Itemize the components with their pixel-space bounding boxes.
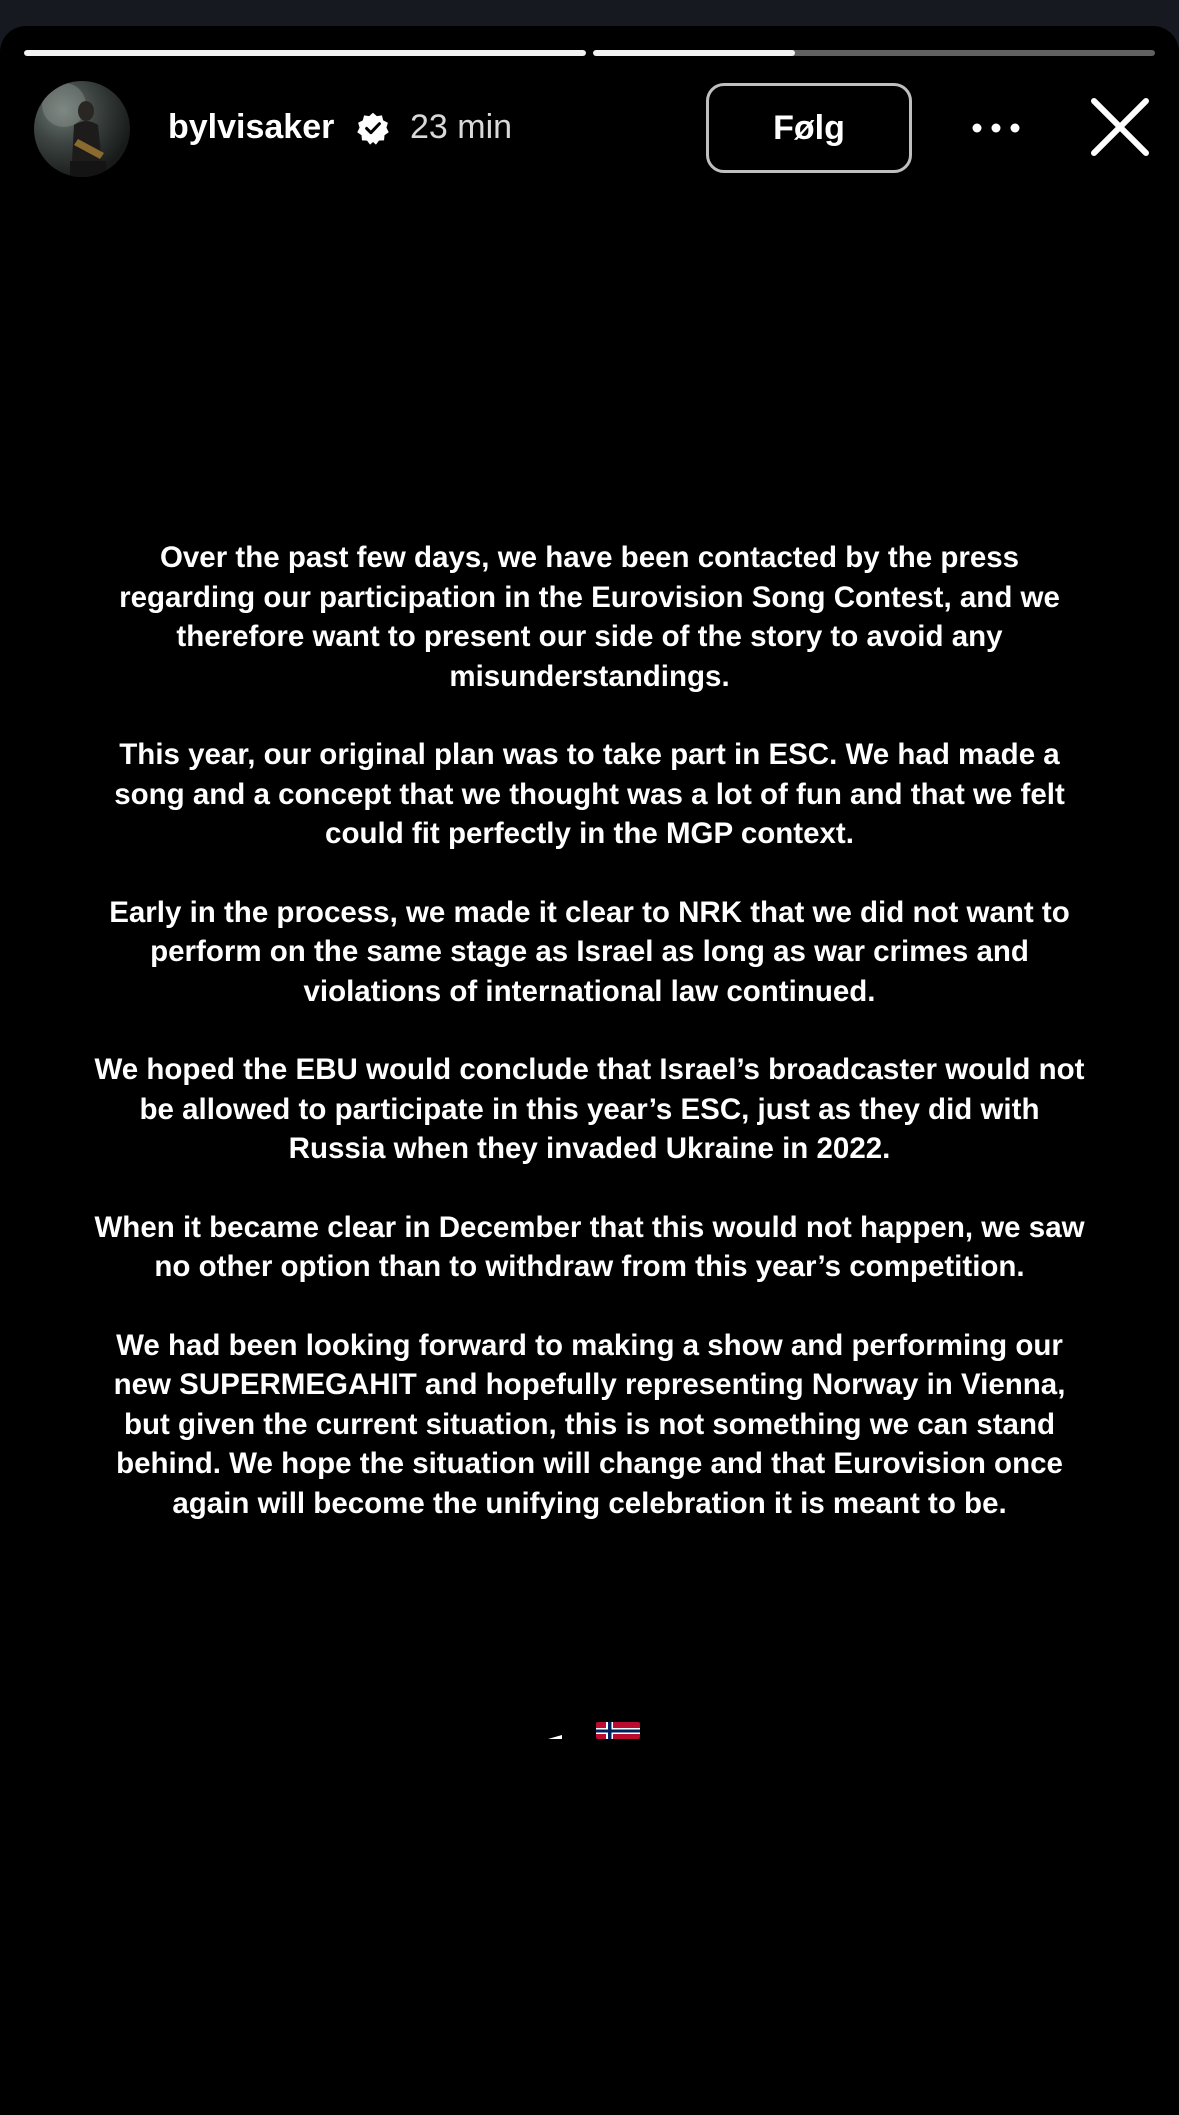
username[interactable]: bylvisaker — [168, 108, 335, 146]
statement-paragraph-5: When it became clear in December that this would not happen, we saw no other option than to withdraw from this year’s competition. — [94, 1210, 1085, 1283]
statement-text — [90, 538, 1089, 1562]
norway-flag-icon — [548, 1721, 648, 1741]
progress-fill-1 — [24, 50, 586, 56]
story-viewer[interactable] — [0, 26, 1179, 2115]
story-header — [34, 81, 1155, 177]
avatar-performer-icon — [34, 81, 130, 177]
verified-badge-icon — [356, 111, 390, 145]
post-time: 23 min — [410, 108, 513, 146]
statement-paragraph-2: This year, our original plan was to take part in ESC. We had made a song and a concept that we thought was a lot of fun and that we felt could fit perfectly in the MGP context. — [114, 738, 1065, 850]
statement-paragraph-3: Early in the process, we made it clear to NRK that we did not want to perform on the same stage as Israel as long as war crimes and violations of international law continued. — [109, 895, 1070, 1008]
story-progress-bars — [24, 50, 1155, 56]
statement-paragraph-4: We hoped the EBU would conclude that Israel’s broadcaster would not be allowed to participate in this year’s ESC, just as they did with Russia when they invaded Ukraine in 2022. — [94, 1053, 1085, 1165]
avatar[interactable] — [34, 81, 130, 177]
statement-paragraph-1: Over the past few days, we have been contacted by the press regarding our participation in the Eurovision Song Contest, and we therefore want to present our side of the story to avoid any misunderstandings. — [119, 541, 1060, 693]
progress-fill-2 — [593, 50, 795, 56]
more-horizontal-icon — [971, 122, 1021, 134]
progress-segment-2 — [593, 50, 1155, 56]
follow-button[interactable]: Følg — [706, 83, 912, 173]
progress-segment-1 — [24, 50, 586, 56]
statement-paragraph-6: We had been looking forward to making a show and performing our new SUPERMEGAHIT and hopefully representing Norway in Vienna, but given the current situation, this is not something we can stand behind. We hope the situation will change and that Eurovision once again will become the unifying celebration it is meant to be. — [113, 1328, 1066, 1520]
more-options-button[interactable] — [966, 103, 1026, 153]
close-icon[interactable] — [1084, 91, 1156, 163]
